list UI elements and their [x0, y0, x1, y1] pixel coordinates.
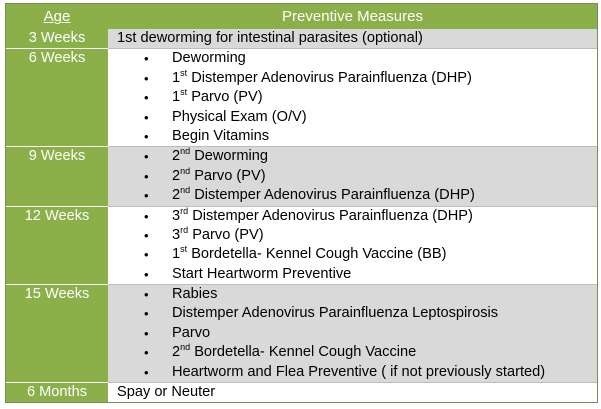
measure-text: Distemper Adenovirus Parainfluenza (DHP)	[190, 187, 475, 204]
list-item	[108, 49, 597, 68]
age-cell: 6 Months	[6, 383, 108, 403]
measure-text: Parvo (PV)	[187, 89, 263, 106]
list-item	[108, 363, 597, 382]
ordinal-suffix: nd	[180, 185, 191, 196]
ordinal-suffix: nd	[180, 342, 191, 353]
bullet-icon: •	[144, 325, 149, 341]
list-item: • 1st Parvo (PV)	[108, 88, 597, 107]
measure-list	[108, 207, 597, 285]
bullet-icon: •	[144, 345, 149, 361]
bullet-icon: •	[144, 51, 149, 67]
table-row	[6, 285, 597, 383]
age-cell: 9 Weeks	[6, 147, 108, 206]
measure-text: Deworming	[190, 148, 268, 165]
list-item: • 2nd Deworming	[108, 147, 597, 166]
header-age-label: Age	[43, 8, 71, 25]
table-row	[6, 383, 597, 403]
bullet-icon: •	[144, 208, 149, 224]
bullet-icon: •	[144, 70, 149, 86]
bullet-icon: •	[144, 287, 149, 303]
bullet-icon: •	[144, 247, 149, 263]
table-header-row	[6, 4, 597, 29]
list-item: • 3rd Distemper Adenovirus Parainfluenza (DHP)	[108, 207, 597, 226]
measures-cell	[108, 29, 597, 49]
ordinal-suffix: nd	[180, 165, 191, 176]
bullet-icon: •	[144, 364, 149, 380]
measure-text: Rabies	[172, 286, 218, 303]
bullet-icon: •	[144, 188, 149, 204]
measures-cell	[108, 206, 597, 285]
measure-text: Start Heartworm Preventive	[172, 265, 352, 282]
measures-cell	[108, 383, 597, 403]
measures-cell	[108, 285, 597, 383]
list-item: • 2nd Distemper Adenovirus Parainfluenza (DHP)	[108, 186, 597, 205]
measures-cell	[108, 147, 597, 206]
bullet-icon: •	[144, 227, 149, 243]
bullet-icon: •	[144, 90, 149, 106]
measure-text: Parvo (PV)	[190, 167, 266, 184]
age-cell: 15 Weeks	[6, 285, 108, 383]
list-item	[108, 324, 597, 343]
list-item	[108, 108, 597, 127]
schedule-table-frame	[5, 3, 598, 403]
bullet-icon: •	[144, 149, 149, 165]
list-item	[108, 285, 597, 304]
bullet-icon: •	[144, 109, 149, 125]
measure-text: Parvo	[172, 324, 211, 341]
measure-text: Heartworm and Flea Preventive ( if not previously started)	[172, 363, 546, 380]
header-age	[6, 4, 108, 29]
measure-text: Distemper Adenovirus Parainfluenza Leptospirosis	[172, 305, 499, 322]
ordinal-suffix: nd	[180, 146, 191, 157]
measure-list	[108, 285, 597, 382]
measure-list	[108, 147, 597, 205]
measure-text: Physical Exam (O/V)	[172, 108, 307, 125]
measure-list	[108, 49, 597, 146]
bullet-icon: •	[144, 266, 149, 282]
ordinal-suffix: rd	[180, 224, 189, 235]
list-item	[108, 304, 597, 323]
ordinal-suffix: st	[180, 87, 188, 98]
preventive-schedule-table	[6, 4, 597, 402]
bullet-icon: •	[144, 128, 149, 144]
measure-text: Begin Vitamins	[172, 127, 270, 144]
measure-text: Parvo (PV)	[188, 226, 264, 243]
table-row	[6, 147, 597, 206]
bullet-icon: •	[144, 306, 149, 322]
list-item	[108, 265, 597, 284]
ordinal-suffix: rd	[180, 205, 189, 216]
header-measures: Preventive Measures	[108, 4, 597, 29]
list-item: • 1st Distemper Adenovirus Parainfluenza (DHP)	[108, 69, 597, 88]
table-row	[6, 29, 597, 49]
age-cell: 6 Weeks	[6, 49, 108, 147]
ordinal-suffix: st	[180, 67, 188, 78]
bullet-icon: •	[144, 168, 149, 184]
measure-text: Distemper Adenovirus Parainfluenza (DHP)	[187, 69, 472, 86]
ordinal-suffix: st	[180, 244, 188, 255]
list-item: • 2nd Parvo (PV)	[108, 167, 597, 186]
measure-text: Deworming	[172, 50, 246, 67]
list-item: • 3rd Parvo (PV)	[108, 226, 597, 245]
table-body	[6, 29, 597, 402]
measures-cell	[108, 49, 597, 147]
age-cell: 3 Weeks	[6, 29, 108, 49]
measure-text: 1st deworming for intestinal parasites (optional)	[117, 30, 423, 46]
measure-text: Distemper Adenovirus Parainfluenza (DHP)	[188, 207, 473, 224]
measure-text: Bordetella- Kennel Cough Vaccine	[190, 344, 417, 361]
list-item	[108, 127, 597, 146]
measure-text: Spay or Neuter	[117, 384, 216, 401]
list-item: • 1st Bordetella- Kennel Cough Vaccine (BB)	[108, 245, 597, 264]
age-cell: 12 Weeks	[6, 206, 108, 285]
measure-text: Bordetella- Kennel Cough Vaccine (BB)	[187, 246, 447, 263]
list-item: • 2nd Bordetella- Kennel Cough Vaccine	[108, 343, 597, 362]
table-row	[6, 206, 597, 285]
table-row	[6, 49, 597, 147]
